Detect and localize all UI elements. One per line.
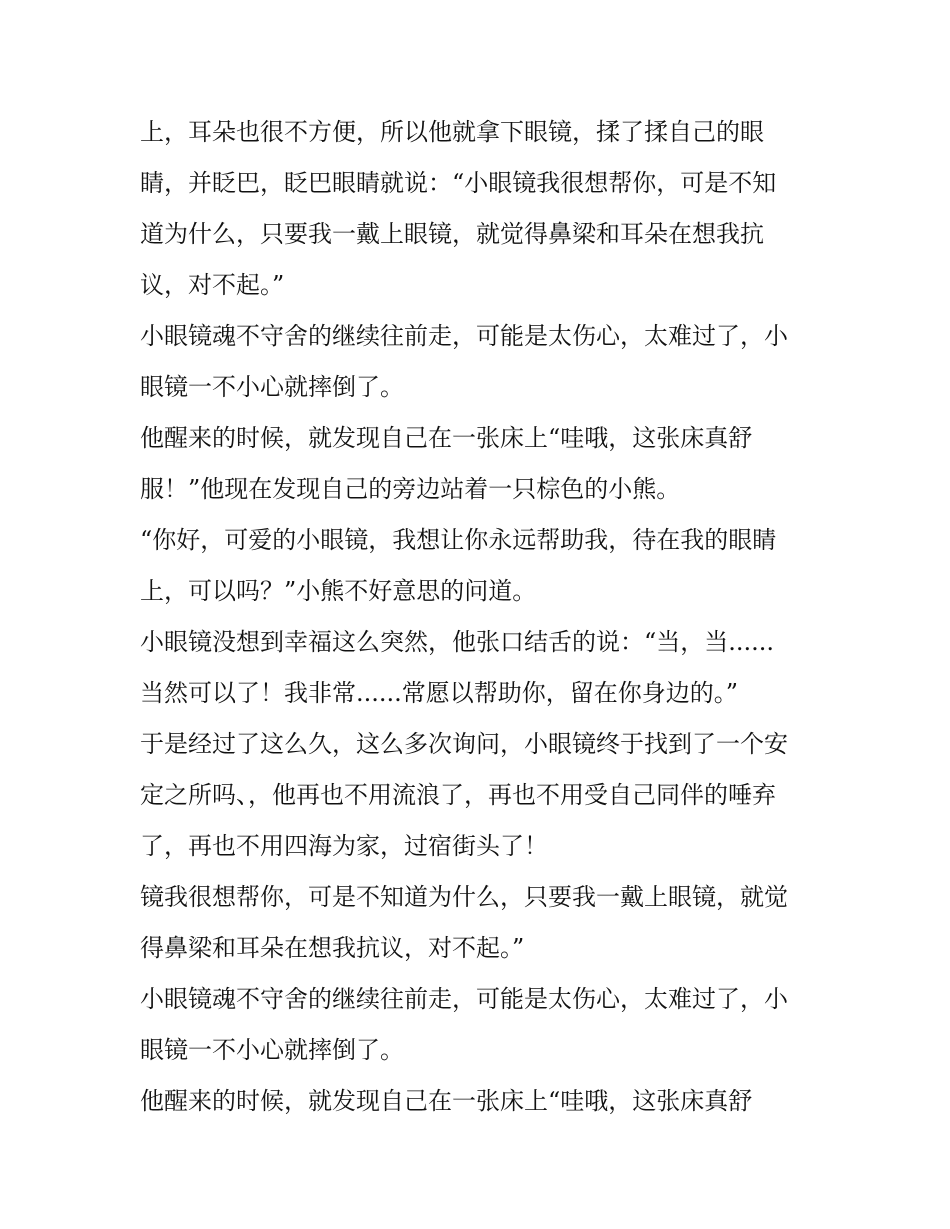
text-line: 了，再也不用四海为家，过宿街头了！ — [140, 832, 548, 860]
story-text — [140, 107, 820, 1127]
text-line: 他醒来的时候，就发现自己在一张床上“哇哦，这张床真舒 — [140, 424, 753, 452]
text-line: 得鼻梁和耳朵在想我抗议，对不起。” — [140, 934, 525, 962]
text-line: 上，耳朵也很不方便，所以他就拿下眼镜，揉了揉自己的眼 — [140, 118, 764, 146]
text-line: 当然可以了！我非常......常愿以帮助你，留在你身边的。” — [140, 679, 739, 707]
text-line: 于是经过了这么久，这么多次询问，小眼镜终于找到了一个安 — [140, 730, 788, 758]
text-line: 道为什么，只要我一戴上眼镜，就觉得鼻梁和耳朵在想我抗 — [140, 220, 764, 248]
text-line: 小眼镜魂不守舍的继续往前走，可能是太伤心，太难过了，小 — [140, 985, 788, 1013]
text-line: 小眼镜魂不守舍的继续往前走，可能是太伤心，太难过了，小 — [140, 322, 788, 350]
text-line: 上，可以吗？”小熊不好意思的问道。 — [140, 577, 537, 605]
text-line: 眼镜一不小心就摔倒了。 — [140, 373, 404, 401]
text-line: 服！”他现在发现自己的旁边站着一只棕色的小熊。 — [140, 475, 681, 503]
text-line: “你好，可爱的小眼镜，我想让你永远帮助我，待在我的眼睛 — [140, 526, 777, 554]
text-line: 定之所吗、，他再也不用流浪了，再也不用受自己同伴的唾弃 — [140, 781, 776, 809]
text-line: 睛，并眨巴，眨巴眼睛就说：“小眼镜我很想帮你，可是不知 — [140, 169, 777, 197]
text-line: 议，对不起。” — [140, 271, 285, 299]
text-line: 小眼镜没想到幸福这么突然，他张口结舌的说：“当，当...... — [140, 628, 775, 656]
text-line: 镜我很想帮你，可是不知道为什么，只要我一戴上眼镜，就觉 — [140, 883, 788, 911]
text-line: 眼镜一不小心就摔倒了。 — [140, 1036, 404, 1064]
text-line: 他醒来的时候，就发现自己在一张床上“哇哦，这张床真舒 — [140, 1087, 753, 1115]
